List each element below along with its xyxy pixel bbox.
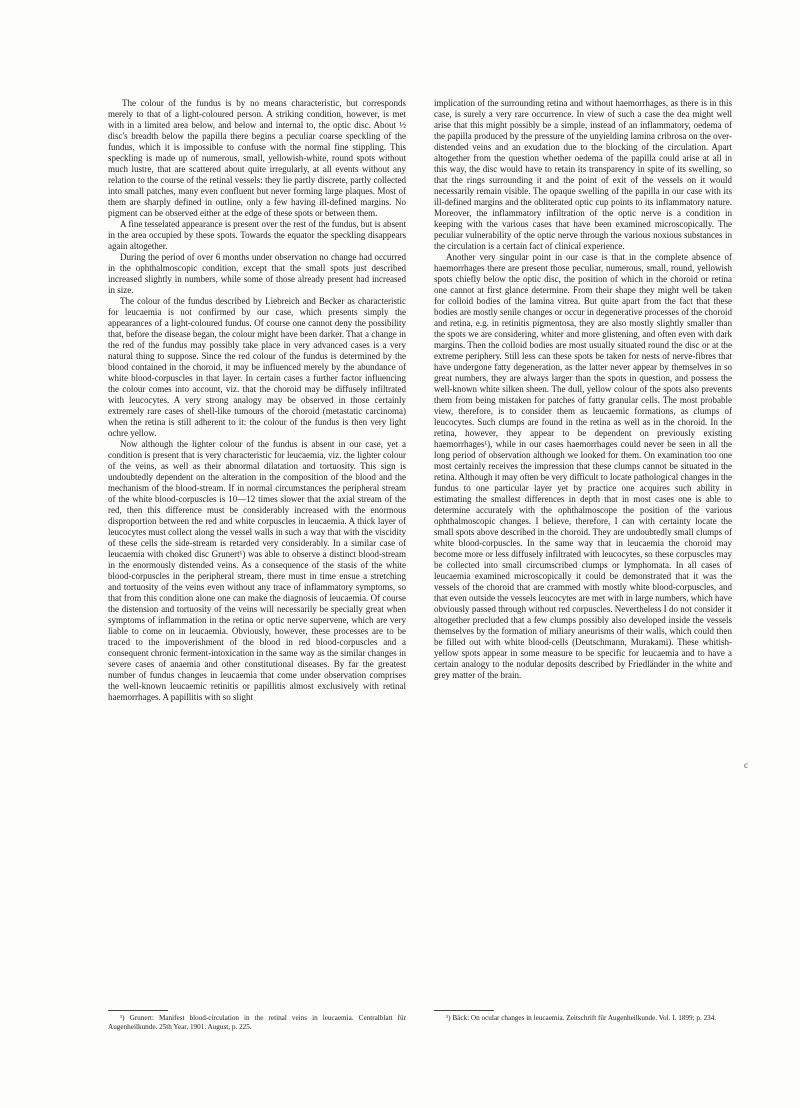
page-mark: c — [744, 760, 748, 770]
article-page — [108, 98, 732, 1078]
left-paragraph-4: The colour of the fundus described by Liebreich and Becker as characteristic for leucaemia is not confirmed by our case, which presents simply the appearances of a light-coloured fundus. Of course one cannot deny the possibility that, before the disease began, the colour might have been darker. That a change in the red of the fundus may possibly take place in very advanced cases is a very natural thing to suppose. Since the red colour of the fundus is determined by the blood contained in the choroid, it may be influenced merely by the abundance of white blood-corpuscles in that layer. In certain cases a further factor influencing the colour comes into account, viz. that the choroid may be diffusely infiltrated with leucocytes. A very strong analogy may be observed in those certainly extremely rare cases of shell-like tumours of the choroid (metastatic carcinoma) when the retina is still adherent to it: the colour of the fundus is then very light ochre yellow. — [108, 296, 406, 438]
footnote-rule — [434, 1010, 494, 1011]
left-paragraph-1: The colour of the fundus is by no means characteristic, but corresponds merely to that of a light-coloured person. A striking condition, however, is met with in a limited area below, and below and internal to, the optic disc. About ½ disc's breadth below the papilla there begins a peculiar coarse speckling of the fundus, which it is impossible to confuse with the normal fine stippling. This speckling is made up of numerous, small, yellowish-white, round spots without much lustre, that are scattered about quite irregularly, at all events without any relation to the course of the retinal vessels: they lie partly discrete, partly collected into small patches, many even confluent but never forming large plaques. Most of them are sharply defined in outline, only a few having ill-defined margins. No pigment can be observed either at the edge of these spots or between them. — [108, 98, 406, 218]
left-column — [108, 98, 406, 1078]
right-footnote-text: ¹) Bäck: On ocular changes in leucaemia. Zeitschrift für Augenheilkunde. Vol. I. 1899; p. 234. — [446, 1014, 717, 1022]
right-paragraph-2: Another very singular point in our case is that in the complete absence of haemorrhages there are present those peculiar, numerous, small, round, yellowish spots chiefly below the optic disc, the position of which in the choroid or retina one cannot at first glance determine. From their shape they might well be taken for colloid bodies of the lamina vitrea. But quite apart from the fact that these bodies are mostly senile changes or occur in degenerative processes of the choroid and retina, e.g. in retinitis pigmentosa, they are also mostly slightly smaller than the spots we are considering, whiter and more glistening, and often even with dark margins. Then the colloid bodies are most usually situated round the disc or at the extreme periphery. Still less can these spots be taken for nests of nerve-fibres that have undergone fatty degeneration, as the latter never appear by themselves in so great numbers, they are always larger than the spots in question, and possess the well-known white silken sheen. The dull, yellow colour of the spots also prevents them from being mistaken for patches of fatty granular cells. The most probable view, therefore, is to consider them as leucaemic formations, as clumps of leucocytes. Such clumps are found in the retina as well as in the choroid. In the retina, however, they appear to be dependent on previously existing haemorrhages¹), while in our cases haemorrhages could never be seen in all the long period of observation although we looked for them. On examination too one most certainly receives the impression that these clumps cannot be situated in the retina. Although it may often be very difficult to locate pathological changes in the fundus to one particular layer yet by practice one acquires such ability in estimating the smallest differences in depth that in most cases one is able to determine accurately with the ophthalmoscope the position of the various ophthalmoscopic changes. I believe, therefore, I can with certainty locate the small spots above described in the choroid. They are undoubtedly small clumps of white blood-corpuscles. In the same way that in leucaemia the choroid may become more or less diffusely infiltrated with leucocytes, so these corpuscles may be collected into small circumscribed clumps or lymphomata. In all cases of leucaemia examined microscopically it could be demonstrated that it was the vessels of the choroid that are crammed with mostly white blood-corpuscles, and that even outside the vessels leucocytes are met with in large numbers, which have obviously passed through without red corpuscles. Nevertheless I do not consider it altogether precluded that a few clumps possibly also developed inside the vessels themselves by the formation of miliary aneurisms of their walls, which could then be filled out with white blood-cells (Deutschmann, Murakami). These whitish-yellow spots appear in some measure to be specific for leucaemia and to have a certain analogy to the nodular deposits described by Friedländer in the white and grey matter of the brain. — [434, 252, 732, 680]
left-footnote-text: ¹) Grunert: Manifest blood-circulation in the retinal veins in leucaemia. Centralblatt für Augenheilkunde. 25th Year, 1901. August, p. 225. — [108, 1014, 406, 1031]
footnote-rule — [108, 1010, 168, 1011]
left-paragraph-3: During the period of over 6 months under observation no change had occurred in the ophthalmoscopic condition, except that the small spots just described increased slightly in numbers, while some of those already present had increased in size. — [108, 252, 406, 295]
right-column — [434, 98, 732, 1078]
right-footnote — [434, 1010, 732, 1023]
left-paragraph-5: Now although the lighter colour of the fundus is absent in our case, yet a condition is present that is very characteristic for leucaemia, viz. the lighter colour of the veins, as well as their abnormal dilatation and tortuosity. This sign is undoubtedly dependent on the alteration in the composition of the blood and the mechanism of the blood-stream. If in normal circumstances the peripheral stream of the white blood-corpuscles is 10—12 times slower that the axial stream of the red, then this difference must be considerably increased with the enormous disproportion between the red and white corpuscles in leucaemia. A thick layer of leucocytes must collect along the vessel walls in such a way that with the viscidity of these cells the side-stream is retarded very considerably. In a similar case of leucaemia with choked disc Grunert¹) was able to observe a distinct blood-stream in the enormously distended veins. As a consequence of the stasis of the white blood-corpuscles in the peripheral stream, there must in time ensue a stretching and tortuosity of the veins even without any trace of inflammatory symptoms, so that from this condition alone one can make the diagnosis of leucaemia. Of course the distension and tortuosity of the veins will necessarily be specially great when symptoms of inflammation in the retina or optic nerve supervene, which are very liable to come on in leucaemia. Obviously, however, these processes are to be traced to the impoverishment of the blood in red blood-corpuscles and a consequent chronic ferment-intoxication in the same way as the similar changes in severe cases of anaemia and other constitutional diseases. By far the greatest number of fundus changes in leucaemia that come under observation comprises the well-known leucaemic retinitis or papillitis almost exclusively with retinal haemorrhages. A papillitis with so slight — [108, 439, 406, 702]
right-paragraph-1: implication of the surrounding retina and without haemorrhages, as there is in this case, is surely a very rare occurrence. In view of such a case the dea might well arise that this might possibly be a simple, instead of an inflammatory, oedema of the papilla produced by the pressure of the unyielding lamina cribrosa on the over-distended veins and an exudation due to the blocking of the circulation. Apart altogether from the question whether oedema of the papilla could arise at all in this way, the disc would have to retain its transparency in spite of its swelling, so that the rings surrounding it and the point of exit of the vessels on it would necessarily remain visible. The opaque swelling of the papilla in our case with its ill-defined margins and the obliterated optic cup points to its inflammatory nature. Moreover, the inflammatory infiltration of the optic nerve is a condition in keeping with the various cases that have been examined microscopically. The peculiar vulnerability of the optic nerve through the various noxious substances in the circulation is a certain fact of clinical experience. — [434, 98, 732, 251]
left-paragraph-2: A fine tesselated appearance is present over the rest of the fundus, but is absent in the area occupied by these spots. Towards the equator the speckling disappears again altogether. — [108, 219, 406, 251]
left-footnote — [108, 1010, 406, 1032]
